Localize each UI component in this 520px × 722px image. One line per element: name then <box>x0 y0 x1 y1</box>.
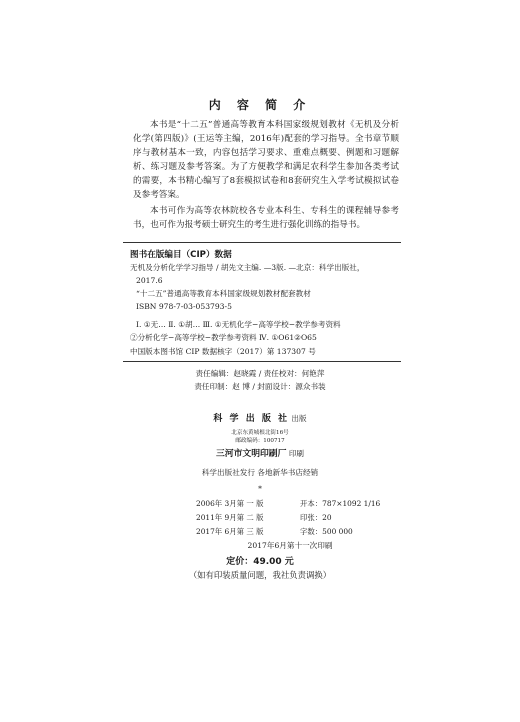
publisher-postcode: 邮政编码：100717 <box>235 438 285 444</box>
printer-name: 三河市文明印刷厂 <box>216 449 287 459</box>
cip-line-1: 无机及分析化学学习指导 / 胡先文主编. —3版. —北京：科学出版社， <box>130 263 365 272</box>
edition-row-1-right: 开本：787×1092 1/16 <box>300 499 381 508</box>
cip-top-divider <box>123 242 401 243</box>
intro-paragraph-1: 本书是“十二五”普通高等教育本科国家级规划教材《无机及分析化学(第四版)》(王运等主编，2016年)配套的学习指导。全书章节顺序与教材基本一致，内容包括学习要求、重难点概要、例题和习题解析、练习题及参考答案。为了方便教学和满足农科学生参加各类考试的需要，本书精心编写了8套模拟试卷和8套研究生入学考试模拟试卷及参考答案。 <box>133 120 399 200</box>
price-note: （如有印装质量问题，我社负责调换） <box>188 570 332 580</box>
price-label: 定价：49.00 元 <box>226 557 294 567</box>
cip-isbn: ISBN 978-7-03-053793-5 <box>136 302 232 311</box>
intro-paragraph-2: 本书可作为高等农林院校各专业本科生、专科生的课程辅导参考书，也可作为报考硕士研究生的考生进行强化训练的指导书。 <box>133 206 399 230</box>
edition-row-1-left: 2006年 3月第 一 版 <box>196 499 264 508</box>
cip-line-5: Ⅰ. ①无… Ⅱ. ①胡… Ⅲ. ①无机化学−高等学校−教学参考资料 <box>136 320 341 329</box>
distribution-marker: * <box>258 484 262 493</box>
publisher-address: 北京东黄城根北街16号 <box>231 430 289 436</box>
edition-row-2-right: 印张：20 <box>300 513 332 522</box>
cip-bottom-divider <box>123 361 401 362</box>
cip-title: 图书在版编目（CIP）数据 <box>130 250 232 260</box>
print-run: 2017年6月第十一次印刷 <box>247 541 333 550</box>
cip-line-7: 中国版本图书馆 CIP 数据核字（2017）第 137307 号 <box>130 347 316 356</box>
printer-line <box>0 446 520 459</box>
edition-row-2-left: 2011年 9月第 二 版 <box>196 513 264 522</box>
edition-row-3-left: 2017年 6月第 三 版 <box>196 527 264 536</box>
editors-line-1: 责任编辑：赵晓霞 / 责任校对：何艳萍 <box>195 369 325 378</box>
printer-verb: 印刷 <box>288 449 304 458</box>
cip-line-3: “十二五”普通高等教育本科国家级规划教材配套教材 <box>136 289 311 298</box>
distribution-line: 科学出版社发行 各地新华书店经销 <box>201 468 319 477</box>
cip-line-2: 2017.6 <box>136 276 163 285</box>
editors-line-2: 责任印制：赵 博 / 封面设计：源众书装 <box>194 382 326 391</box>
publisher-line <box>0 411 520 424</box>
intro-title: 内 容 简 介 <box>208 98 312 112</box>
publisher-name: 科 学 出 版 社 <box>213 414 289 424</box>
edition-row-3-right: 字数：500 000 <box>300 527 353 536</box>
cip-line-6: ②分析化学−高等学校−教学参考资料 Ⅳ. ①O61②O65 <box>130 333 317 342</box>
publisher-verb: 出版 <box>291 414 307 423</box>
price-line <box>0 554 520 567</box>
